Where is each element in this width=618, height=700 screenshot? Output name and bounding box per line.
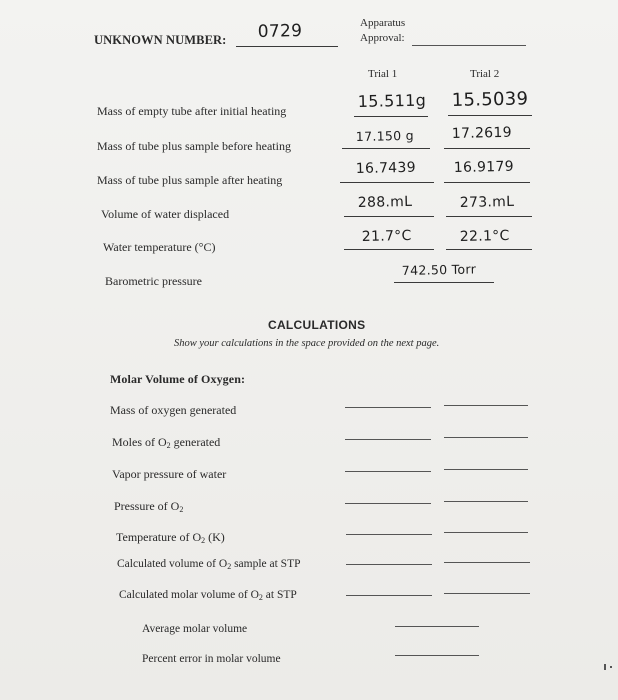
apparatus-label: Apparatus xyxy=(360,17,406,29)
trial1-blank-line xyxy=(345,407,431,408)
trial1-blank-line xyxy=(346,564,432,565)
trial1-blank-line xyxy=(346,595,432,596)
trial2-header: Trial 2 xyxy=(470,68,500,80)
calculation-label: Pressure of $O_2$ xyxy=(114,499,184,514)
trial2-underline xyxy=(444,182,530,183)
trial1-underline xyxy=(344,216,434,217)
trial1-underline xyxy=(354,116,428,117)
average-blank-line xyxy=(395,626,479,627)
molar-volume-section-title: Molar Volume of Oxygen: xyxy=(110,372,246,386)
calculation-label: Mass of oxygen generated xyxy=(110,403,237,417)
trial1-value: 16.7439 xyxy=(355,159,416,177)
calculations-instructions: Show your calculations in the space provided on the next page. xyxy=(174,338,440,349)
calculation-label: Calculated volume of $O_2$ sample at STP xyxy=(117,558,301,571)
measurement-label: Volume of water displaced xyxy=(101,207,230,221)
trial1-blank-line xyxy=(345,503,431,504)
calculation-label: Calculated molar volume of $O_2$ at STP xyxy=(119,589,297,602)
trial2-blank-line xyxy=(444,593,530,594)
trial2-value: 22.1°C xyxy=(459,227,510,245)
trial1-value: 17.150 g xyxy=(355,127,415,144)
trial1-underline xyxy=(342,148,430,149)
calculations-title: CALCULATIONS xyxy=(268,318,366,332)
trial2-blank-line xyxy=(444,562,530,563)
percent-error-label: Percent error in molar volume xyxy=(142,653,281,665)
trial1-underline xyxy=(340,182,434,183)
trial2-underline xyxy=(446,216,532,217)
trial1-underline xyxy=(344,249,434,250)
trial1-header: Trial 1 xyxy=(368,68,398,80)
trial2-underline xyxy=(446,249,532,250)
unknown-number-value: 0729 xyxy=(257,21,303,42)
measurement-label: Water temperature (°C) xyxy=(103,240,216,254)
percent-error-blank-line xyxy=(395,655,479,656)
calculation-label: Temperature of $O_2$ (K) xyxy=(116,530,225,545)
trial1-value: 21.7°C xyxy=(361,227,412,245)
margin-mark xyxy=(610,666,612,668)
measurement-label: Mass of empty tube after initial heating xyxy=(97,104,287,118)
trial1-value: 15.511g xyxy=(357,90,427,111)
trial2-blank-line xyxy=(444,532,528,533)
barometric-pressure-value: 742.50 Torr xyxy=(401,261,477,278)
unknown-number-underline xyxy=(236,46,338,47)
calculation-label: Moles of $O_2$ generated xyxy=(112,435,221,450)
approval-line xyxy=(412,45,526,46)
trial2-underline xyxy=(444,148,530,149)
calculation-label: Vapor pressure of water xyxy=(112,467,227,481)
average-molar-volume-label: Average molar volume xyxy=(142,623,248,635)
unknown-number-label: UNKNOWN NUMBER: xyxy=(94,33,227,47)
measurement-label: Barometric pressure xyxy=(105,274,202,288)
trial2-value: 16.9179 xyxy=(453,158,514,176)
trial2-value: 17.2619 xyxy=(451,124,512,142)
measurement-label: Mass of tube plus sample before heating xyxy=(97,139,291,153)
trial2-value: 15.5039 xyxy=(451,88,529,111)
trial2-blank-line xyxy=(444,437,528,438)
trial2-blank-line xyxy=(444,405,528,406)
trial2-blank-line xyxy=(444,469,528,470)
measurement-label: Mass of tube plus sample after heating xyxy=(97,173,283,187)
trial2-value: 273.mL xyxy=(459,193,515,211)
trial2-underline xyxy=(448,115,532,116)
trial1-value: 288.mL xyxy=(357,193,413,211)
trial1-blank-line xyxy=(346,534,432,535)
trial1-blank-line xyxy=(345,471,431,472)
trial1-blank-line xyxy=(345,439,431,440)
trial2-blank-line xyxy=(444,501,528,502)
margin-mark xyxy=(604,664,606,670)
barometric-pressure-underline xyxy=(394,282,494,283)
approval-label: Approval: xyxy=(360,32,405,44)
